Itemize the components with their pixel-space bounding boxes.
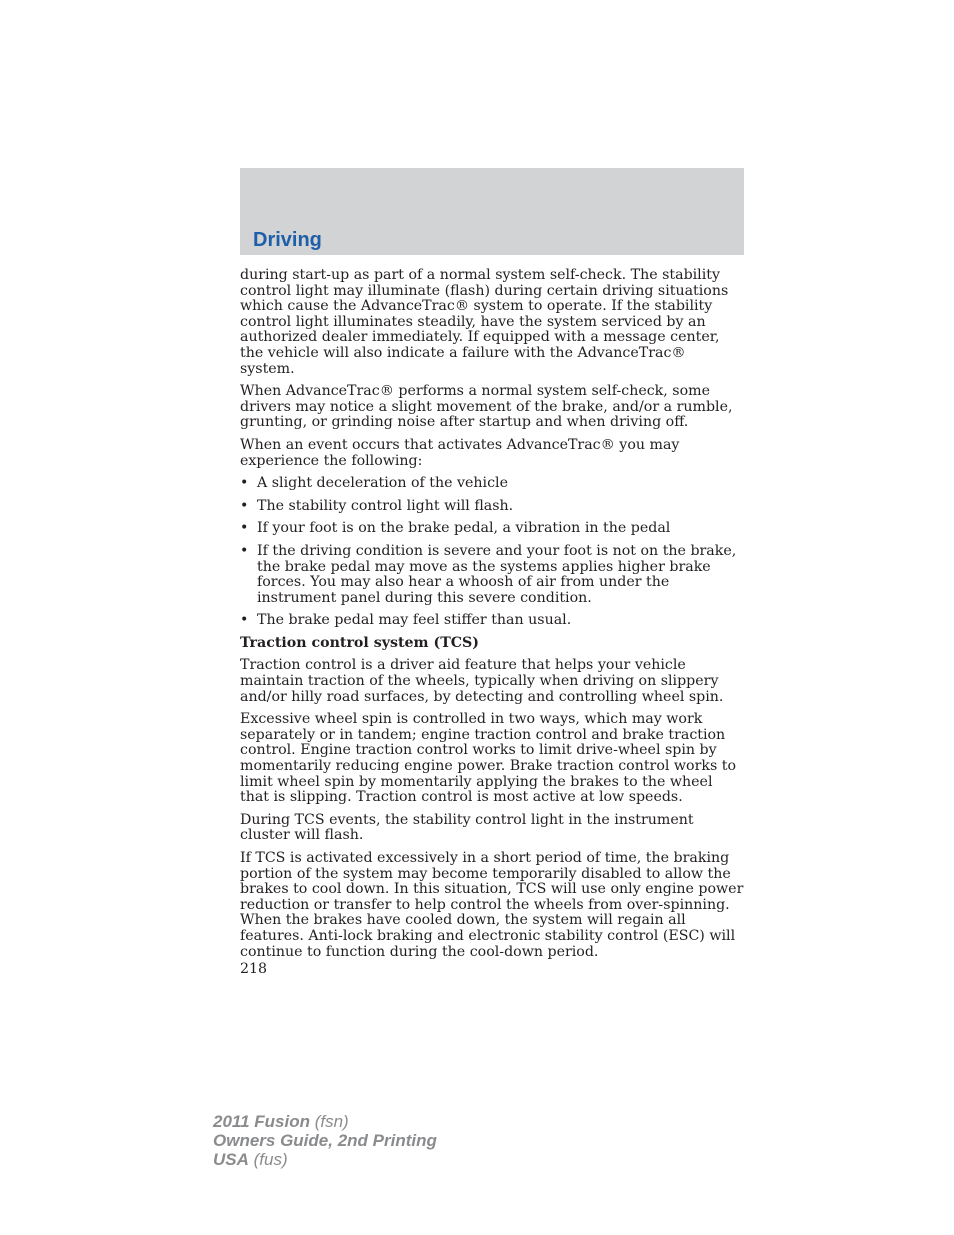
- bullet-marker: •: [240, 520, 249, 537]
- list-item: [240, 476, 744, 492]
- section-header-band: [240, 168, 744, 255]
- footer-model: 2011 Fusion: [213, 1112, 310, 1131]
- body-paragraph: When an event occurs that activates AdvanceTrac® you may experience the following:: [240, 436, 680, 469]
- bullet-marker: •: [240, 612, 249, 629]
- document-footer: [213, 1112, 437, 1169]
- footer-model-code: (fsn): [310, 1112, 349, 1131]
- footer-line-guide: [213, 1131, 437, 1150]
- footer-line-market: [213, 1150, 437, 1169]
- list-item-text: The brake pedal may feel stiffer than usual.: [257, 612, 572, 629]
- subheading: Traction control system (TCS): [240, 634, 479, 651]
- page-body: [240, 268, 744, 978]
- body-paragraph: during start-up as part of a normal system self-check. The stability control light may illuminate (flash) during certain driving situations which cause the AdvanceTrac® system to operate. If the stability control light illuminates steadily, have the system serviced by an authorized dealer immediately. If equipped with a message center, the vehicle will also indicate a failure with the AdvanceTrac® system.: [240, 267, 729, 377]
- list-item: [240, 521, 744, 537]
- list-item-text: A slight deceleration of the vehicle: [257, 475, 508, 492]
- footer-market: USA: [213, 1150, 249, 1169]
- list-item: [240, 544, 744, 606]
- body-paragraph: If TCS is activated excessively in a short period of time, the braking portion of the system may become temporarily disabled to allow the brakes to cool down. In this situation, TCS will use only engine power reduction or transfer to help control the wheels from over-spinning. When the brakes have cooled down, the system will regain all features. Anti-lock braking and electronic stability control (ESC) will continue to function during the cool-down period.: [240, 850, 744, 960]
- bullet-list: [240, 476, 744, 629]
- bullet-marker: •: [240, 497, 249, 514]
- page-number: 218: [240, 961, 268, 978]
- list-item: [240, 499, 744, 515]
- list-item-text: The stability control light will flash.: [257, 497, 514, 514]
- footer-line-model: [213, 1112, 437, 1131]
- list-item-text: If the driving condition is severe and your foot is not on the brake, the brake pedal may move as the systems applies higher brake forces. You may also hear a whoosh of air from under the instrument panel during this severe condition.: [257, 542, 737, 606]
- body-paragraph: During TCS events, the stability control light in the instrument cluster will flash.: [240, 811, 694, 844]
- body-paragraph: Traction control is a driver aid feature that helps your vehicle maintain traction of the wheels, typically when driving on slippery and/or hilly road surfaces, by detecting and controlling wheel spin.: [240, 657, 724, 705]
- footer-market-code: (fus): [248, 1150, 288, 1169]
- footer-guide: Owners Guide, 2nd Printing: [213, 1131, 437, 1150]
- body-paragraph: Excessive wheel spin is controlled in two ways, which may work separately or in tandem; engine traction control and brake traction control. Engine traction control works to limit drive-wheel spin by momentarily reducing engine power. Brake traction control works to limit wheel spin by momentarily applying the brakes to the wheel that is slipping. Traction control is most active at low speeds.: [240, 711, 737, 806]
- body-paragraph: When AdvanceTrac® performs a normal system self-check, some drivers may notice a slight movement of the brake, and/or a rumble, grunting, or grinding noise after startup and when driving off.: [240, 383, 733, 431]
- bullet-marker: •: [240, 542, 249, 559]
- list-item-text: If your foot is on the brake pedal, a vibration in the pedal: [257, 520, 671, 537]
- section-title: Driving: [253, 229, 322, 251]
- list-item: [240, 613, 744, 629]
- bullet-marker: •: [240, 475, 249, 492]
